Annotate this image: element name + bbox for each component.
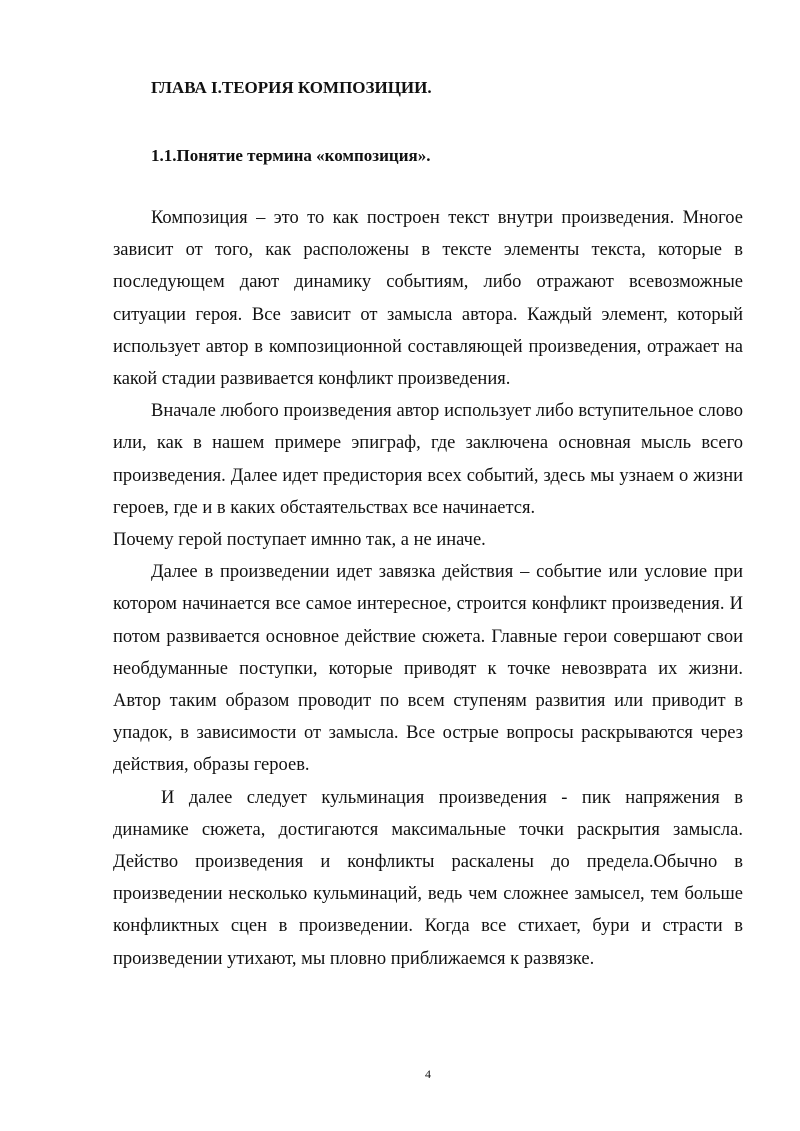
chapter-title: ГЛАВА I.ТЕОРИЯ КОМПОЗИЦИИ. xyxy=(151,78,432,97)
paragraph-introduction: Вначале любого произведения автор использует либо вступительное слово или, как в нашем примере эпиграф, где заключена основная мысль всего произведения. Далее идет предистория всех событий, здесь мы узнаем о жизни героев, где и в каких обстаятельствах все начинается. xyxy=(113,401,743,518)
section-title: 1.1.Понятие термина «композиция». xyxy=(151,146,431,165)
paragraph-composition-definition: Композиция – это то как построен текст внутри произведения. Многое зависит от того, как расположены в тексте элементы текста, которые в последующем дают динамику событиям, либо отражают всевозможные ситуации героя. Все зависит от замысла автора. Каждый элемент, который использует автор в композиционной составляющей произведения, отражает на какой стадии развивается конфликт произведения. xyxy=(113,208,743,390)
page-number: 4 xyxy=(425,1067,431,1081)
body-text xyxy=(113,202,743,975)
paragraph-plot-development: Далее в произведении идет завязка действия – событие или условие при котором начинается все самое интересное, строится конфликт произведения. И потом развивается основное действие сюжета. Главные герои совершают свои необдуманные поступки, которые приводят к точке невозврата их жизни. Автор таким образом проводит по всем ступеням развития или приводит в упадок, в зависимости от замысла. Все острые вопросы раскрываются через действия, образы героев. xyxy=(113,562,743,776)
paragraph-hero-motivation: Почему герой поступает имнно так, а не иначе. xyxy=(113,530,486,551)
paragraph-climax: И далее следует кульминация произведения - пик напряжения в динамике сюжета, достигаются максимальные точки раскрытия замысла. Действо произведения и конфликты раскалены до предела.Обычно в произведении несколько кульминаций, ведь чем сложнее замысел, тем больше конфликтных сцен в произведении. Когда все стихает, бури и страсти в произведении утихают, мы пловно приближаемся к развязке. xyxy=(113,787,743,969)
